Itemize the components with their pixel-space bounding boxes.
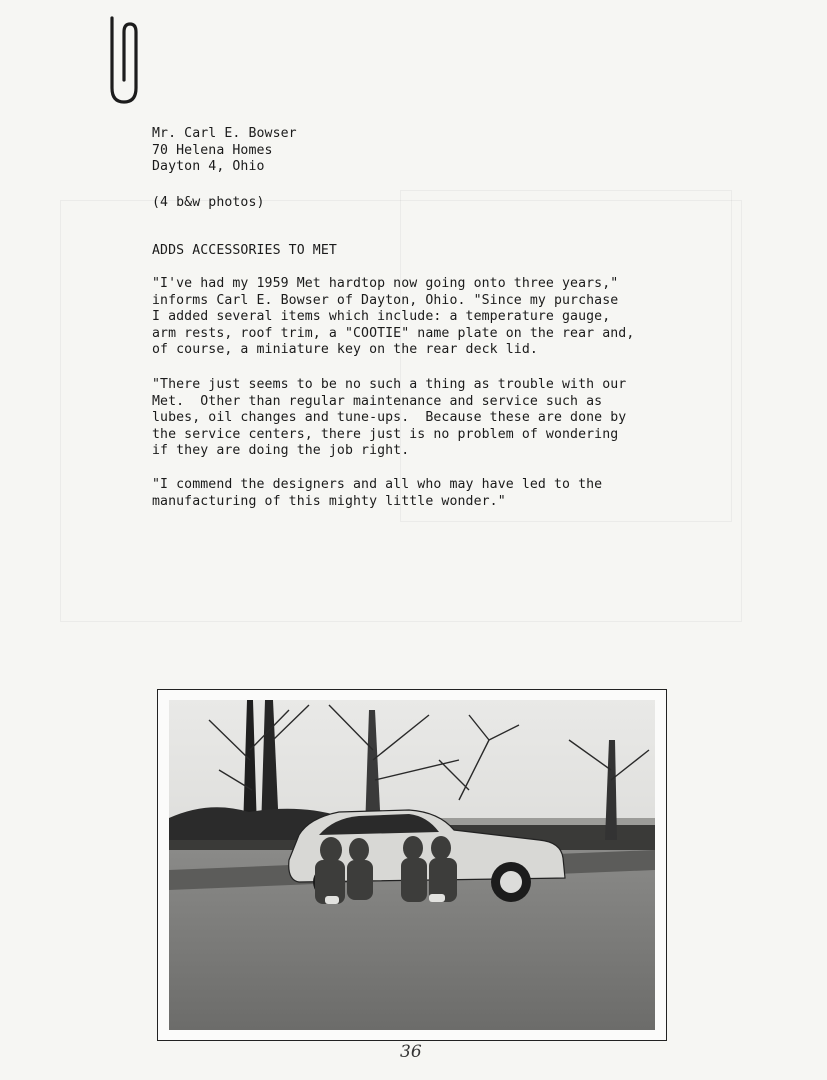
paperclip-icon xyxy=(104,14,144,106)
car-photo-image xyxy=(169,700,655,1030)
text-line: lubes, oil changes and tune-ups. Because these are done by xyxy=(152,410,627,426)
text-line: informs Carl E. Bowser of Dayton, Ohio. "Since my purchase xyxy=(152,292,619,308)
address-line: Mr. Carl E. Bowser xyxy=(152,126,297,141)
photos-note: (4 b&w photos) xyxy=(152,195,265,210)
address-line: 70 Helena Homes xyxy=(152,142,273,158)
text-line: the service centers, there just is no problem of wondering xyxy=(152,426,619,442)
text-line: of course, a miniature key on the rear deck lid. xyxy=(152,342,538,358)
photo-car-and-family xyxy=(157,689,667,1041)
text-line: arm rests, roof trim, a "COOTIE" name plate on the rear and, xyxy=(152,325,635,341)
text-line: "There just seems to be no such a thing as trouble with our xyxy=(152,377,627,392)
text-line: if they are doing the job right. xyxy=(152,443,410,459)
recipient-address xyxy=(152,126,297,176)
text-line: Met. Other than regular maintenance and service such as xyxy=(152,393,603,409)
headline: ADDS ACCESSORIES TO MET xyxy=(152,243,337,258)
text-line: "I've had my 1959 Met hardtop now going onto three years," xyxy=(152,276,619,291)
text-line: manufacturing of this mighty little wonder." xyxy=(152,493,506,509)
text-line: "I commend the designers and all who may have led to the xyxy=(152,477,603,492)
paragraph-1 xyxy=(152,276,634,359)
paragraph-2 xyxy=(152,377,626,460)
text-line: I added several items which include: a temperature gauge, xyxy=(152,309,611,325)
page-number: 36 xyxy=(400,1042,422,1062)
paragraph-3 xyxy=(152,477,602,510)
address-line: Dayton 4, Ohio xyxy=(152,159,265,175)
